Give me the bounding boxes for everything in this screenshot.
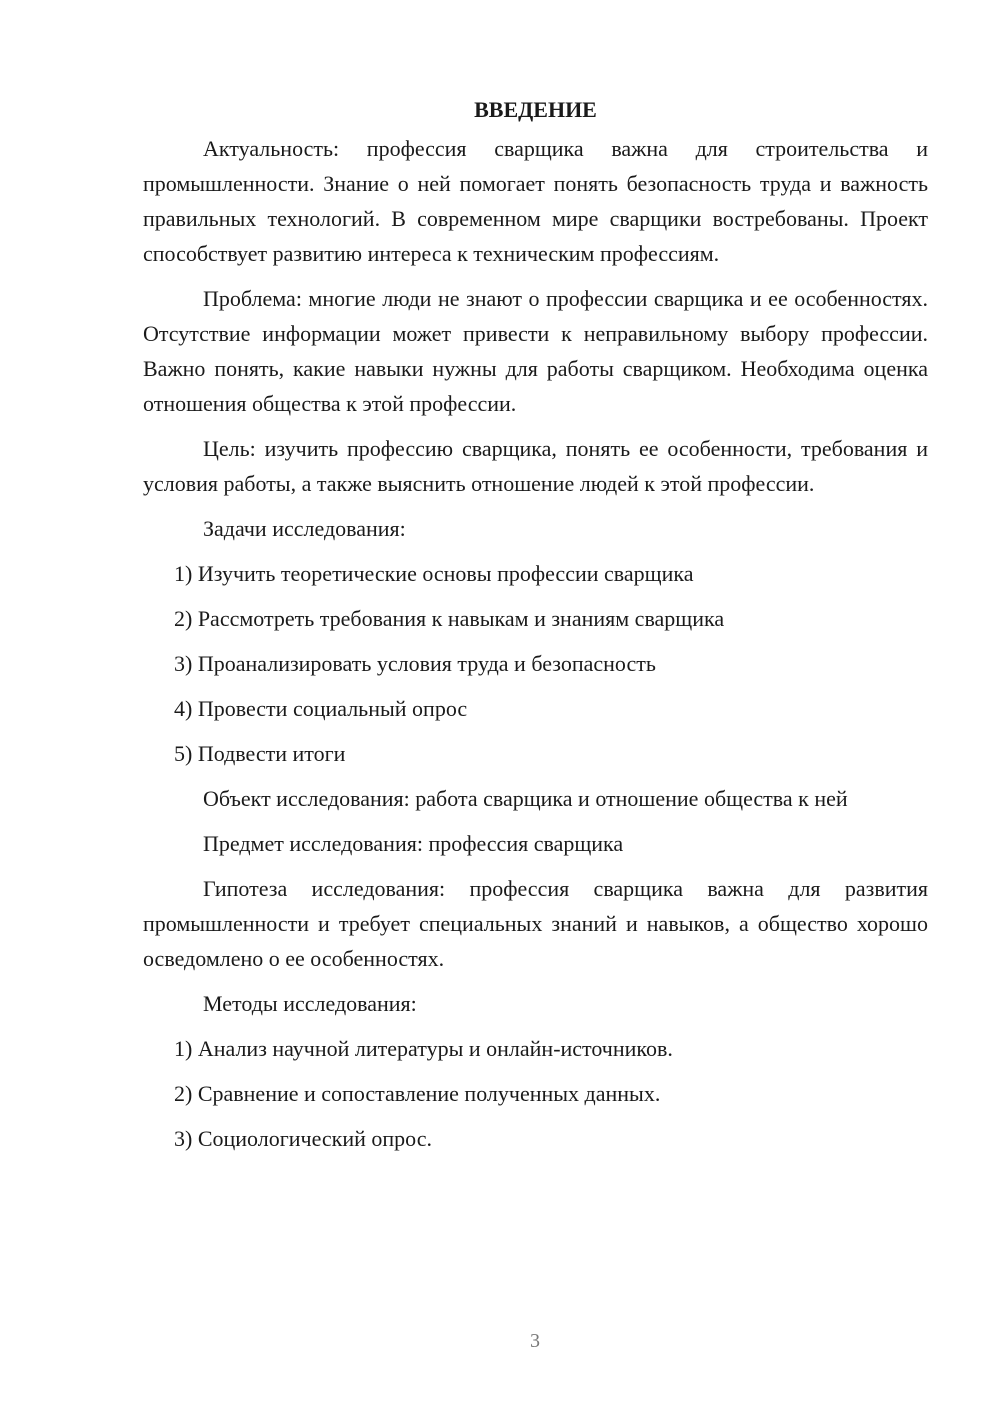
page-title: ВВЕДЕНИЕ	[474, 97, 597, 122]
problem-paragraph: Проблема: многие люди не знают о профессии сварщика и ее особенностях. Отсутствие информации может привести к неправильному выбору профессии. Важно понять, какие навыки нужны для работы сварщиком. Необходима оценка отношения общества к этой профессии.	[143, 286, 928, 416]
list-item: 1) Анализ научной литературы и онлайн-источников.	[174, 1036, 673, 1061]
list-item: 3) Социологический опрос.	[174, 1126, 432, 1151]
document-page	[143, 92, 928, 1166]
list-item: 5) Подвести итоги	[174, 741, 346, 766]
list-item: 2) Сравнение и сопоставление полученных данных.	[174, 1081, 661, 1106]
list-item: 3) Проанализировать условия труда и безопасность	[174, 651, 656, 676]
tasks-list	[143, 556, 928, 771]
page-number: 3	[530, 1330, 540, 1352]
subject-paragraph: Предмет исследования: профессия сварщика	[203, 831, 624, 856]
methods-list	[143, 1031, 928, 1156]
tasks-heading: Задачи исследования:	[203, 516, 406, 541]
goal-paragraph: Цель: изучить профессию сварщика, понять ее особенности, требования и условия работы, а также выяснить отношение людей к этой профессии.	[143, 436, 928, 496]
methods-heading: Методы исследования:	[203, 991, 417, 1016]
list-item: 1) Изучить теоретические основы профессии сварщика	[174, 561, 694, 586]
object-paragraph: Объект исследования: работа сварщика и отношение общества к ней	[203, 786, 848, 811]
hypothesis-paragraph: Гипотеза исследования: профессия сварщика важна для развития промышленности и требует специальных знаний и навыков, а общество хорошо осведомлено о ее особенностях.	[143, 876, 928, 971]
relevance-paragraph: Актуальность: профессия сварщика важна для строительства и промышленности. Знание о ней помогает понять безопасность труда и важность правильных технологий. В современном мире сварщики востребованы. Проект способствует развитию интереса к техническим профессиям.	[143, 136, 928, 266]
list-item: 4) Провести социальный опрос	[174, 696, 468, 721]
list-item: 2) Рассмотреть требования к навыкам и знаниям сварщика	[174, 606, 725, 631]
